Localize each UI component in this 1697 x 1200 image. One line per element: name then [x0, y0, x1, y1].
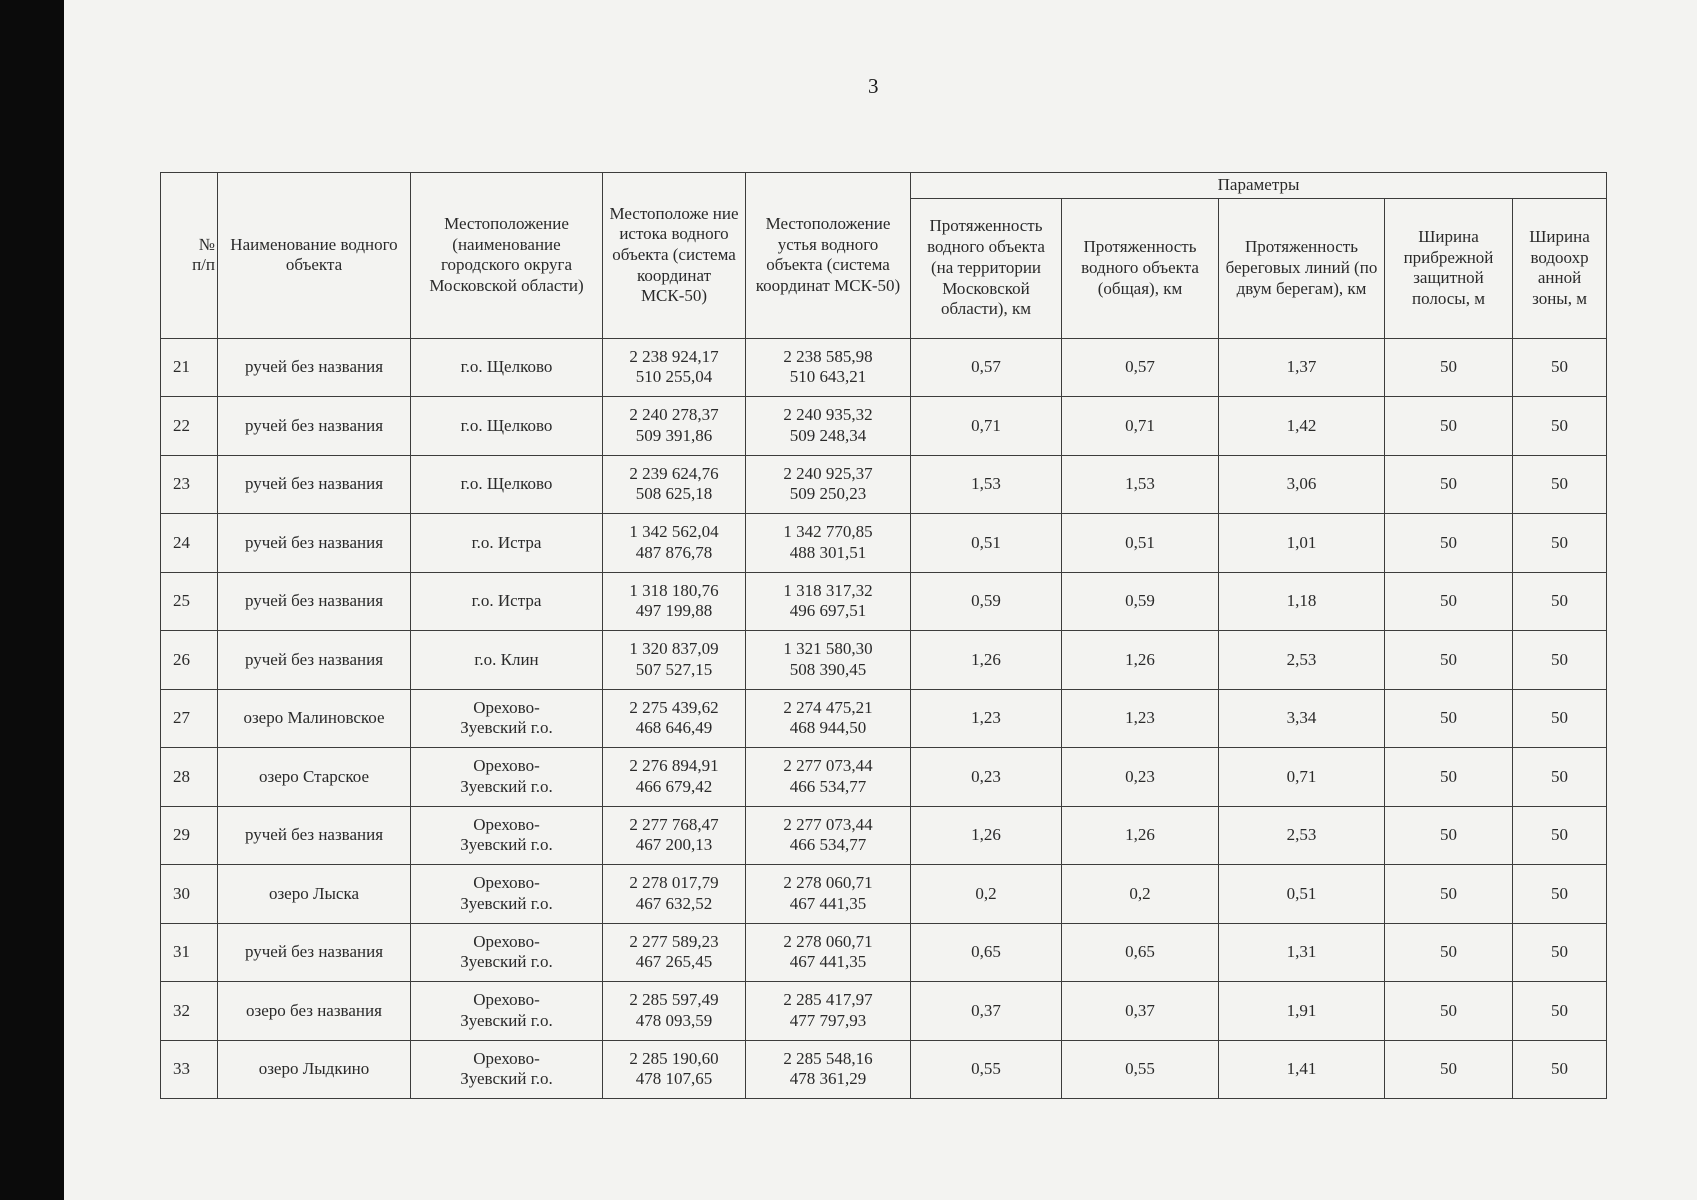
shore-length-value: 1,42: [1219, 397, 1385, 456]
mouth-coordinates: 1 321 580,30 508 390,45: [746, 631, 911, 690]
protection-width-value: 50: [1513, 514, 1607, 573]
table-row: [161, 748, 1607, 807]
mouth-coordinates: 2 277 073,44 466 534,77: [746, 806, 911, 865]
length-mo-value: 0,59: [911, 572, 1062, 631]
length-total-value: 0,2: [1062, 865, 1219, 924]
length-total-value: 0,65: [1062, 923, 1219, 982]
object-location: г.о. Истра: [411, 514, 603, 573]
object-location: Орехово- Зуевский г.о.: [411, 806, 603, 865]
row-number: 27: [161, 689, 218, 748]
object-location: г.о. Щелково: [411, 455, 603, 514]
length-total-value: 1,23: [1062, 689, 1219, 748]
header-location: Местоположение (наименование городского округа Московской области): [411, 173, 603, 339]
length-total-value: 0,51: [1062, 514, 1219, 573]
coastal-width-value: 50: [1385, 923, 1513, 982]
protection-width-value: 50: [1513, 806, 1607, 865]
protection-width-value: 50: [1513, 572, 1607, 631]
row-number: 25: [161, 572, 218, 631]
object-location: Орехово- Зуевский г.о.: [411, 923, 603, 982]
header-length-total: Протяженность водного объекта (общая), км: [1062, 198, 1219, 338]
length-mo-value: 1,26: [911, 806, 1062, 865]
object-location: г.о. Клин: [411, 631, 603, 690]
header-length-mo: Протяженность водного объекта (на территории Московской области), км: [911, 198, 1062, 338]
length-total-value: 1,53: [1062, 455, 1219, 514]
protection-width-value: 50: [1513, 748, 1607, 807]
coastal-width-value: 50: [1385, 514, 1513, 573]
protection-width-value: 50: [1513, 1040, 1607, 1099]
coastal-width-value: 50: [1385, 865, 1513, 924]
length-total-value: 0,55: [1062, 1040, 1219, 1099]
table-row: [161, 865, 1607, 924]
mouth-coordinates: 2 240 935,32 509 248,34: [746, 397, 911, 456]
header-coastal-width: Ширина прибрежной защитной полосы, м: [1385, 198, 1513, 338]
coastal-width-value: 50: [1385, 631, 1513, 690]
shore-length-value: 1,41: [1219, 1040, 1385, 1099]
table-row: [161, 689, 1607, 748]
object-name: ручей без названия: [218, 572, 411, 631]
object-location: Орехово- Зуевский г.о.: [411, 748, 603, 807]
source-coordinates: 2 285 597,49 478 093,59: [603, 982, 746, 1041]
source-coordinates: 2 277 589,23 467 265,45: [603, 923, 746, 982]
table-row: [161, 338, 1607, 397]
length-mo-value: 0,23: [911, 748, 1062, 807]
header-protection-width: Ширина водоохр анной зоны, м: [1513, 198, 1607, 338]
header-mouth: Местоположение устья водного объекта (система координат МСК-50): [746, 173, 911, 339]
object-name: озеро без названия: [218, 982, 411, 1041]
source-coordinates: 2 239 624,76 508 625,18: [603, 455, 746, 514]
header-shore-length: Протяженность береговых линий (по двум берегам), км: [1219, 198, 1385, 338]
source-coordinates: 2 240 278,37 509 391,86: [603, 397, 746, 456]
shore-length-value: 3,06: [1219, 455, 1385, 514]
coastal-width-value: 50: [1385, 455, 1513, 514]
header-params: Параметры: [911, 173, 1607, 199]
mouth-coordinates: 2 240 925,37 509 250,23: [746, 455, 911, 514]
length-mo-value: 0,2: [911, 865, 1062, 924]
shore-length-value: 0,71: [1219, 748, 1385, 807]
length-mo-value: 1,53: [911, 455, 1062, 514]
table-header: [161, 173, 1607, 339]
table-row: [161, 982, 1607, 1041]
table-body: [161, 338, 1607, 1099]
table-row: [161, 631, 1607, 690]
coastal-width-value: 50: [1385, 689, 1513, 748]
row-number: 29: [161, 806, 218, 865]
object-name: ручей без названия: [218, 806, 411, 865]
table-row: [161, 455, 1607, 514]
row-number: 28: [161, 748, 218, 807]
mouth-coordinates: 1 342 770,85 488 301,51: [746, 514, 911, 573]
shore-length-value: 2,53: [1219, 631, 1385, 690]
object-location: Орехово- Зуевский г.о.: [411, 689, 603, 748]
shore-length-value: 2,53: [1219, 806, 1385, 865]
row-number: 22: [161, 397, 218, 456]
shore-length-value: 1,31: [1219, 923, 1385, 982]
length-total-value: 0,71: [1062, 397, 1219, 456]
coastal-width-value: 50: [1385, 806, 1513, 865]
source-coordinates: 1 318 180,76 497 199,88: [603, 572, 746, 631]
table-row: [161, 514, 1607, 573]
table-row: [161, 806, 1607, 865]
length-total-value: 0,57: [1062, 338, 1219, 397]
header-name: Наименование водного объекта: [218, 173, 411, 339]
object-name: ручей без названия: [218, 338, 411, 397]
shore-length-value: 1,37: [1219, 338, 1385, 397]
shore-length-value: 1,01: [1219, 514, 1385, 573]
object-location: Орехово- Зуевский г.о.: [411, 982, 603, 1041]
coastal-width-value: 50: [1385, 397, 1513, 456]
mouth-coordinates: 2 274 475,21 468 944,50: [746, 689, 911, 748]
coastal-width-value: 50: [1385, 572, 1513, 631]
protection-width-value: 50: [1513, 631, 1607, 690]
coastal-width-value: 50: [1385, 982, 1513, 1041]
mouth-coordinates: 2 285 417,97 477 797,93: [746, 982, 911, 1041]
row-number: 26: [161, 631, 218, 690]
object-location: Орехово- Зуевский г.о.: [411, 1040, 603, 1099]
coastal-width-value: 50: [1385, 1040, 1513, 1099]
length-total-value: 1,26: [1062, 806, 1219, 865]
row-number: 24: [161, 514, 218, 573]
mouth-coordinates: 2 278 060,71 467 441,35: [746, 923, 911, 982]
protection-width-value: 50: [1513, 923, 1607, 982]
length-total-value: 0,23: [1062, 748, 1219, 807]
object-location: г.о. Щелково: [411, 397, 603, 456]
table-row: [161, 397, 1607, 456]
water-objects-table: [160, 172, 1607, 1099]
object-name: озеро Малиновское: [218, 689, 411, 748]
source-coordinates: 2 276 894,91 466 679,42: [603, 748, 746, 807]
coastal-width-value: 50: [1385, 338, 1513, 397]
object-location: г.о. Истра: [411, 572, 603, 631]
length-mo-value: 0,37: [911, 982, 1062, 1041]
length-total-value: 1,26: [1062, 631, 1219, 690]
table-row: [161, 923, 1607, 982]
object-name: ручей без названия: [218, 397, 411, 456]
object-name: озеро Лыска: [218, 865, 411, 924]
protection-width-value: 50: [1513, 338, 1607, 397]
row-number: 23: [161, 455, 218, 514]
shore-length-value: 3,34: [1219, 689, 1385, 748]
length-total-value: 0,59: [1062, 572, 1219, 631]
object-name: ручей без названия: [218, 455, 411, 514]
protection-width-value: 50: [1513, 865, 1607, 924]
protection-width-value: 50: [1513, 982, 1607, 1041]
source-coordinates: 2 275 439,62 468 646,49: [603, 689, 746, 748]
length-mo-value: 0,71: [911, 397, 1062, 456]
protection-width-value: 50: [1513, 455, 1607, 514]
mouth-coordinates: 1 318 317,32 496 697,51: [746, 572, 911, 631]
row-number: 32: [161, 982, 218, 1041]
shore-length-value: 1,91: [1219, 982, 1385, 1041]
protection-width-value: 50: [1513, 397, 1607, 456]
length-mo-value: 0,65: [911, 923, 1062, 982]
length-total-value: 0,37: [1062, 982, 1219, 1041]
source-coordinates: 1 342 562,04 487 876,78: [603, 514, 746, 573]
source-coordinates: 2 278 017,79 467 632,52: [603, 865, 746, 924]
length-mo-value: 1,26: [911, 631, 1062, 690]
page-number: 3: [868, 74, 879, 98]
source-coordinates: 2 277 768,47 467 200,13: [603, 806, 746, 865]
header-num: № п/п: [161, 173, 218, 339]
source-coordinates: 2 285 190,60 478 107,65: [603, 1040, 746, 1099]
scan-left-edge: [0, 0, 64, 1200]
mouth-coordinates: 2 285 548,16 478 361,29: [746, 1040, 911, 1099]
row-number: 33: [161, 1040, 218, 1099]
table-row: [161, 1040, 1607, 1099]
shore-length-value: 0,51: [1219, 865, 1385, 924]
mouth-coordinates: 2 238 585,98 510 643,21: [746, 338, 911, 397]
table-row: [161, 572, 1607, 631]
object-location: Орехово- Зуевский г.о.: [411, 865, 603, 924]
object-location: г.о. Щелково: [411, 338, 603, 397]
object-name: ручей без названия: [218, 514, 411, 573]
row-number: 21: [161, 338, 218, 397]
mouth-coordinates: 2 277 073,44 466 534,77: [746, 748, 911, 807]
length-mo-value: 0,51: [911, 514, 1062, 573]
coastal-width-value: 50: [1385, 748, 1513, 807]
object-name: ручей без названия: [218, 923, 411, 982]
row-number: 31: [161, 923, 218, 982]
mouth-coordinates: 2 278 060,71 467 441,35: [746, 865, 911, 924]
object-name: озеро Лыдкино: [218, 1040, 411, 1099]
shore-length-value: 1,18: [1219, 572, 1385, 631]
source-coordinates: 1 320 837,09 507 527,15: [603, 631, 746, 690]
header-source: Местоположе ние истока водного объекта (система координат МСК-50): [603, 173, 746, 339]
length-mo-value: 1,23: [911, 689, 1062, 748]
length-mo-value: 0,55: [911, 1040, 1062, 1099]
length-mo-value: 0,57: [911, 338, 1062, 397]
object-name: озеро Старское: [218, 748, 411, 807]
source-coordinates: 2 238 924,17 510 255,04: [603, 338, 746, 397]
protection-width-value: 50: [1513, 689, 1607, 748]
object-name: ручей без названия: [218, 631, 411, 690]
row-number: 30: [161, 865, 218, 924]
